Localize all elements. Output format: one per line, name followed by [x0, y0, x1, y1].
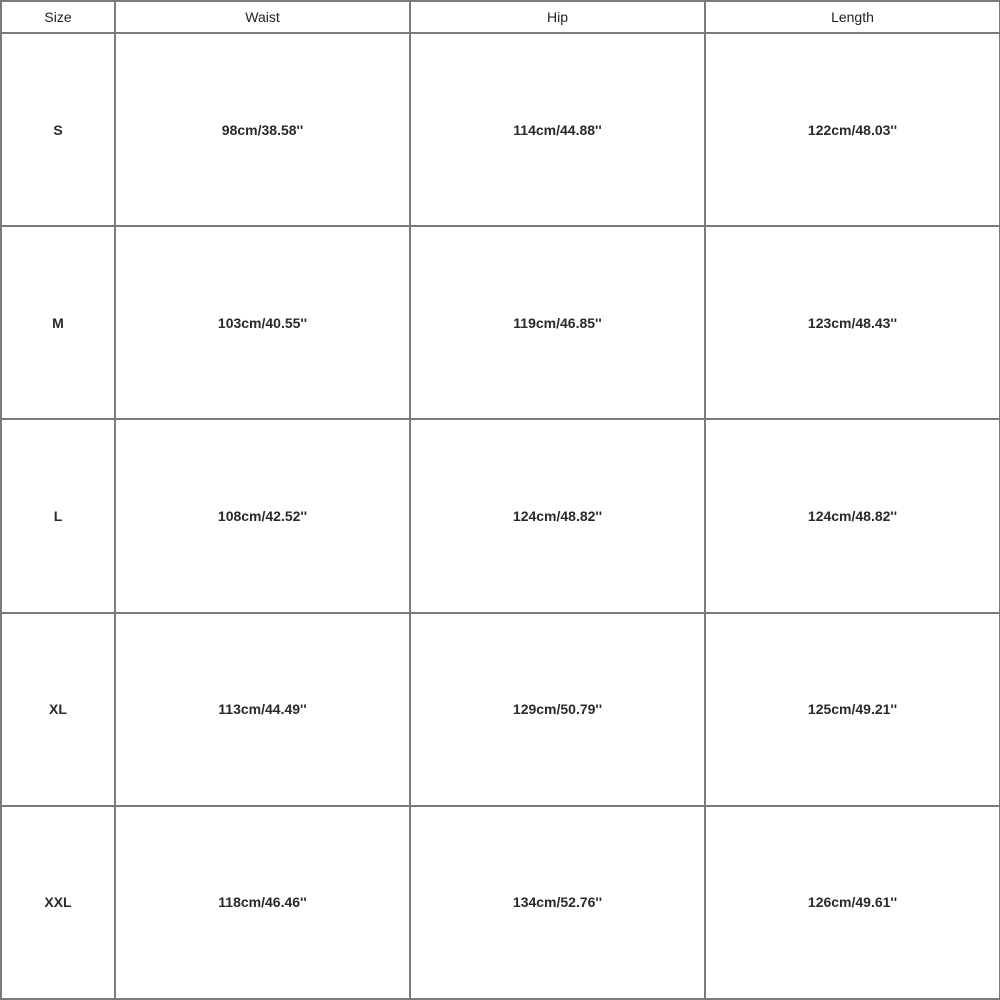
size-chart-header	[1, 1, 1000, 33]
length-cell: 126cm/49.61''	[705, 806, 1000, 999]
table-row	[1, 226, 1000, 419]
hip-cell: 114cm/44.88''	[410, 33, 705, 226]
length-cell: 122cm/48.03''	[705, 33, 1000, 226]
waist-cell: 98cm/38.58''	[115, 33, 410, 226]
size-chart-body	[1, 33, 1000, 999]
header-waist: Waist	[115, 1, 410, 33]
waist-cell: 103cm/40.55''	[115, 226, 410, 419]
length-cell: 123cm/48.43''	[705, 226, 1000, 419]
table-row	[1, 806, 1000, 999]
hip-cell: 129cm/50.79''	[410, 613, 705, 806]
header-length: Length	[705, 1, 1000, 33]
table-row	[1, 613, 1000, 806]
table-row	[1, 419, 1000, 612]
header-hip: Hip	[410, 1, 705, 33]
length-cell: 125cm/49.21''	[705, 613, 1000, 806]
length-cell: 124cm/48.82''	[705, 419, 1000, 612]
header-size: Size	[1, 1, 115, 33]
header-row	[1, 1, 1000, 33]
waist-cell: 113cm/44.49''	[115, 613, 410, 806]
waist-cell: 118cm/46.46''	[115, 806, 410, 999]
size-cell: XXL	[1, 806, 115, 999]
size-cell: XL	[1, 613, 115, 806]
waist-cell: 108cm/42.52''	[115, 419, 410, 612]
size-cell: L	[1, 419, 115, 612]
size-cell: S	[1, 33, 115, 226]
table-row	[1, 33, 1000, 226]
hip-cell: 119cm/46.85''	[410, 226, 705, 419]
hip-cell: 134cm/52.76''	[410, 806, 705, 999]
hip-cell: 124cm/48.82''	[410, 419, 705, 612]
size-cell: M	[1, 226, 115, 419]
